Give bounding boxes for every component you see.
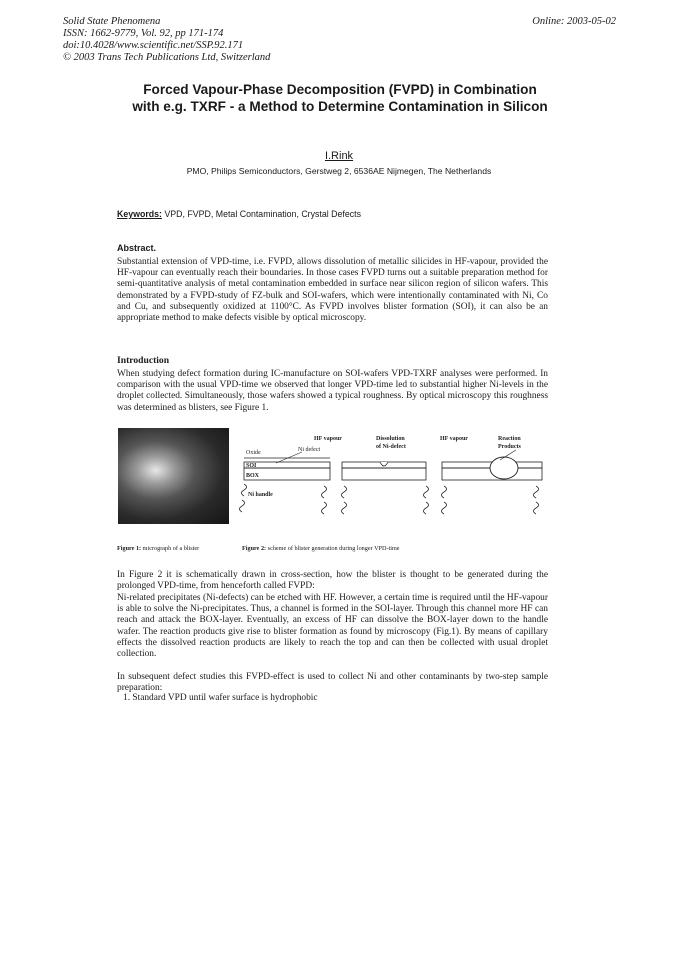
layer-stack-2: [342, 462, 429, 514]
label-oxide: Oxide: [246, 450, 261, 456]
keywords-label: Keywords:: [117, 209, 162, 219]
body-paragraph-3: In subsequent defect studies this FVPD-effect is used to collect Ni and other contaminants by two-step sample preparation:: [117, 672, 548, 694]
keywords-text: VPD, FVPD, Metal Contamination, Crystal Defects: [164, 209, 361, 219]
figure-1-text: micrograph of a blister: [141, 545, 200, 552]
layer-stack-1: [240, 452, 331, 514]
blister-scheme-diagram: [236, 430, 548, 518]
label-ni-handle: Ni handle: [248, 492, 273, 498]
label-hf-vapour-1: HF vapour: [314, 436, 342, 442]
figure-2-caption: [242, 545, 400, 552]
body-paragraph-1: In Figure 2 it is schematically drawn in cross-section, how the blister is thought to be generated during the prolonged VPD-time, from henceforth called FVPD:: [117, 570, 548, 592]
copyright-line: © 2003 Trans Tech Publications Ltd, Switzerland: [63, 52, 271, 63]
affiliation: PMO, Philips Semiconductors, Gerstweg 2, 6536AE Nijmegen, The Netherlands: [186, 166, 492, 176]
abstract-heading: Abstract.: [117, 243, 157, 253]
body-paragraph-2: Ni-related precipitates (Ni-defects) can be etched with HF. However, a certain time is required until the HF-vapour is able to solve the Ni-precipitates. Thus, a channel is formed in the SOI-layer. Through this channel more HF can reach and attack the BOX-layer. Eventually, an excess of HF can dissolve the BOX-layer down to the handle wafer. The reaction products give rise to blister formation as found by microscopy (Fig.1). By means of capillary effects the dissolved reaction products are likely to reach the top and can then be collected with usual droplet collection.: [117, 593, 548, 660]
journal-header: [63, 16, 270, 64]
layer-stack-3: [442, 450, 543, 514]
label-reaction-1: Reaction: [498, 436, 521, 442]
keywords: [117, 209, 361, 219]
abstract-text: Substantial extension of VPD-time, i.e. FVPD, allows dissolution of metallic silicides in HF-vapour, provided the HF-vapour can eventually reach their boundaries. In those cases FVPD turns out a suitable preparation method for semi-quantitative analysis of metal contamination embedded in surface near silicon region of silicon wafers. This demonstrated by a FVPD-study of FZ-bulk and SOI-wafers, which were intentionally contaminated with Ni, Co and Cu, and subsequently oxidized at 1100°C. As FVPD involves blister formation (SOI), it can also be an appropriate method to make defects visible by optical microscopy.: [117, 257, 548, 324]
title-line-2: with e.g. TXRF - a Method to Determine Contamination in Silicon: [132, 98, 548, 114]
list-item-1: 1. Standard VPD until wafer surface is hydrophobic: [123, 693, 318, 703]
figure-2-text: scheme of blister generation during longer VPD-time: [266, 545, 400, 552]
author-name: I.Rink: [324, 150, 354, 162]
doi-line: doi:10.4028/www.scientific.net/SSP.92.171: [63, 40, 244, 51]
label-box: BOX: [246, 473, 260, 479]
label-dissolution-1: Dissolution: [376, 436, 405, 442]
label-soi: SOI: [246, 463, 257, 469]
title-line-1: Forced Vapour-Phase Decomposition (FVPD) in Combination: [143, 82, 537, 97]
figure-1-caption: [117, 545, 199, 552]
blister-micrograph: [118, 428, 229, 524]
introduction-text: When studying defect formation during IC-manufacture on SOI-wafers VPD-TXRF analyses were performed. In comparison with the usual VPD-time we observed that longer VPD-time led to substantial higher Ni-levels in the droplet collected. Simultaneously, those wafers showed a typical roughness. By optical microscopy this roughness was determined as blisters, see Figure 1.: [117, 369, 548, 413]
figure-1-label: Figure 1:: [117, 545, 142, 552]
online-date: Online: 2003-05-02: [532, 16, 616, 27]
label-ni-defect: Ni defect: [298, 447, 321, 453]
introduction-heading: Introduction: [117, 355, 170, 366]
label-hf-vapour-2: HF vapour: [440, 436, 468, 442]
issn-line: ISSN: 1662-9779, Vol. 92, pp 171-174: [63, 28, 224, 39]
figure-2-label: Figure 2:: [242, 545, 267, 552]
paper-title: [90, 82, 590, 115]
journal-name: Solid State Phenomena: [63, 16, 161, 27]
label-reaction-2: Products: [498, 444, 521, 450]
label-dissolution-2: of Ni-defect: [376, 444, 406, 450]
